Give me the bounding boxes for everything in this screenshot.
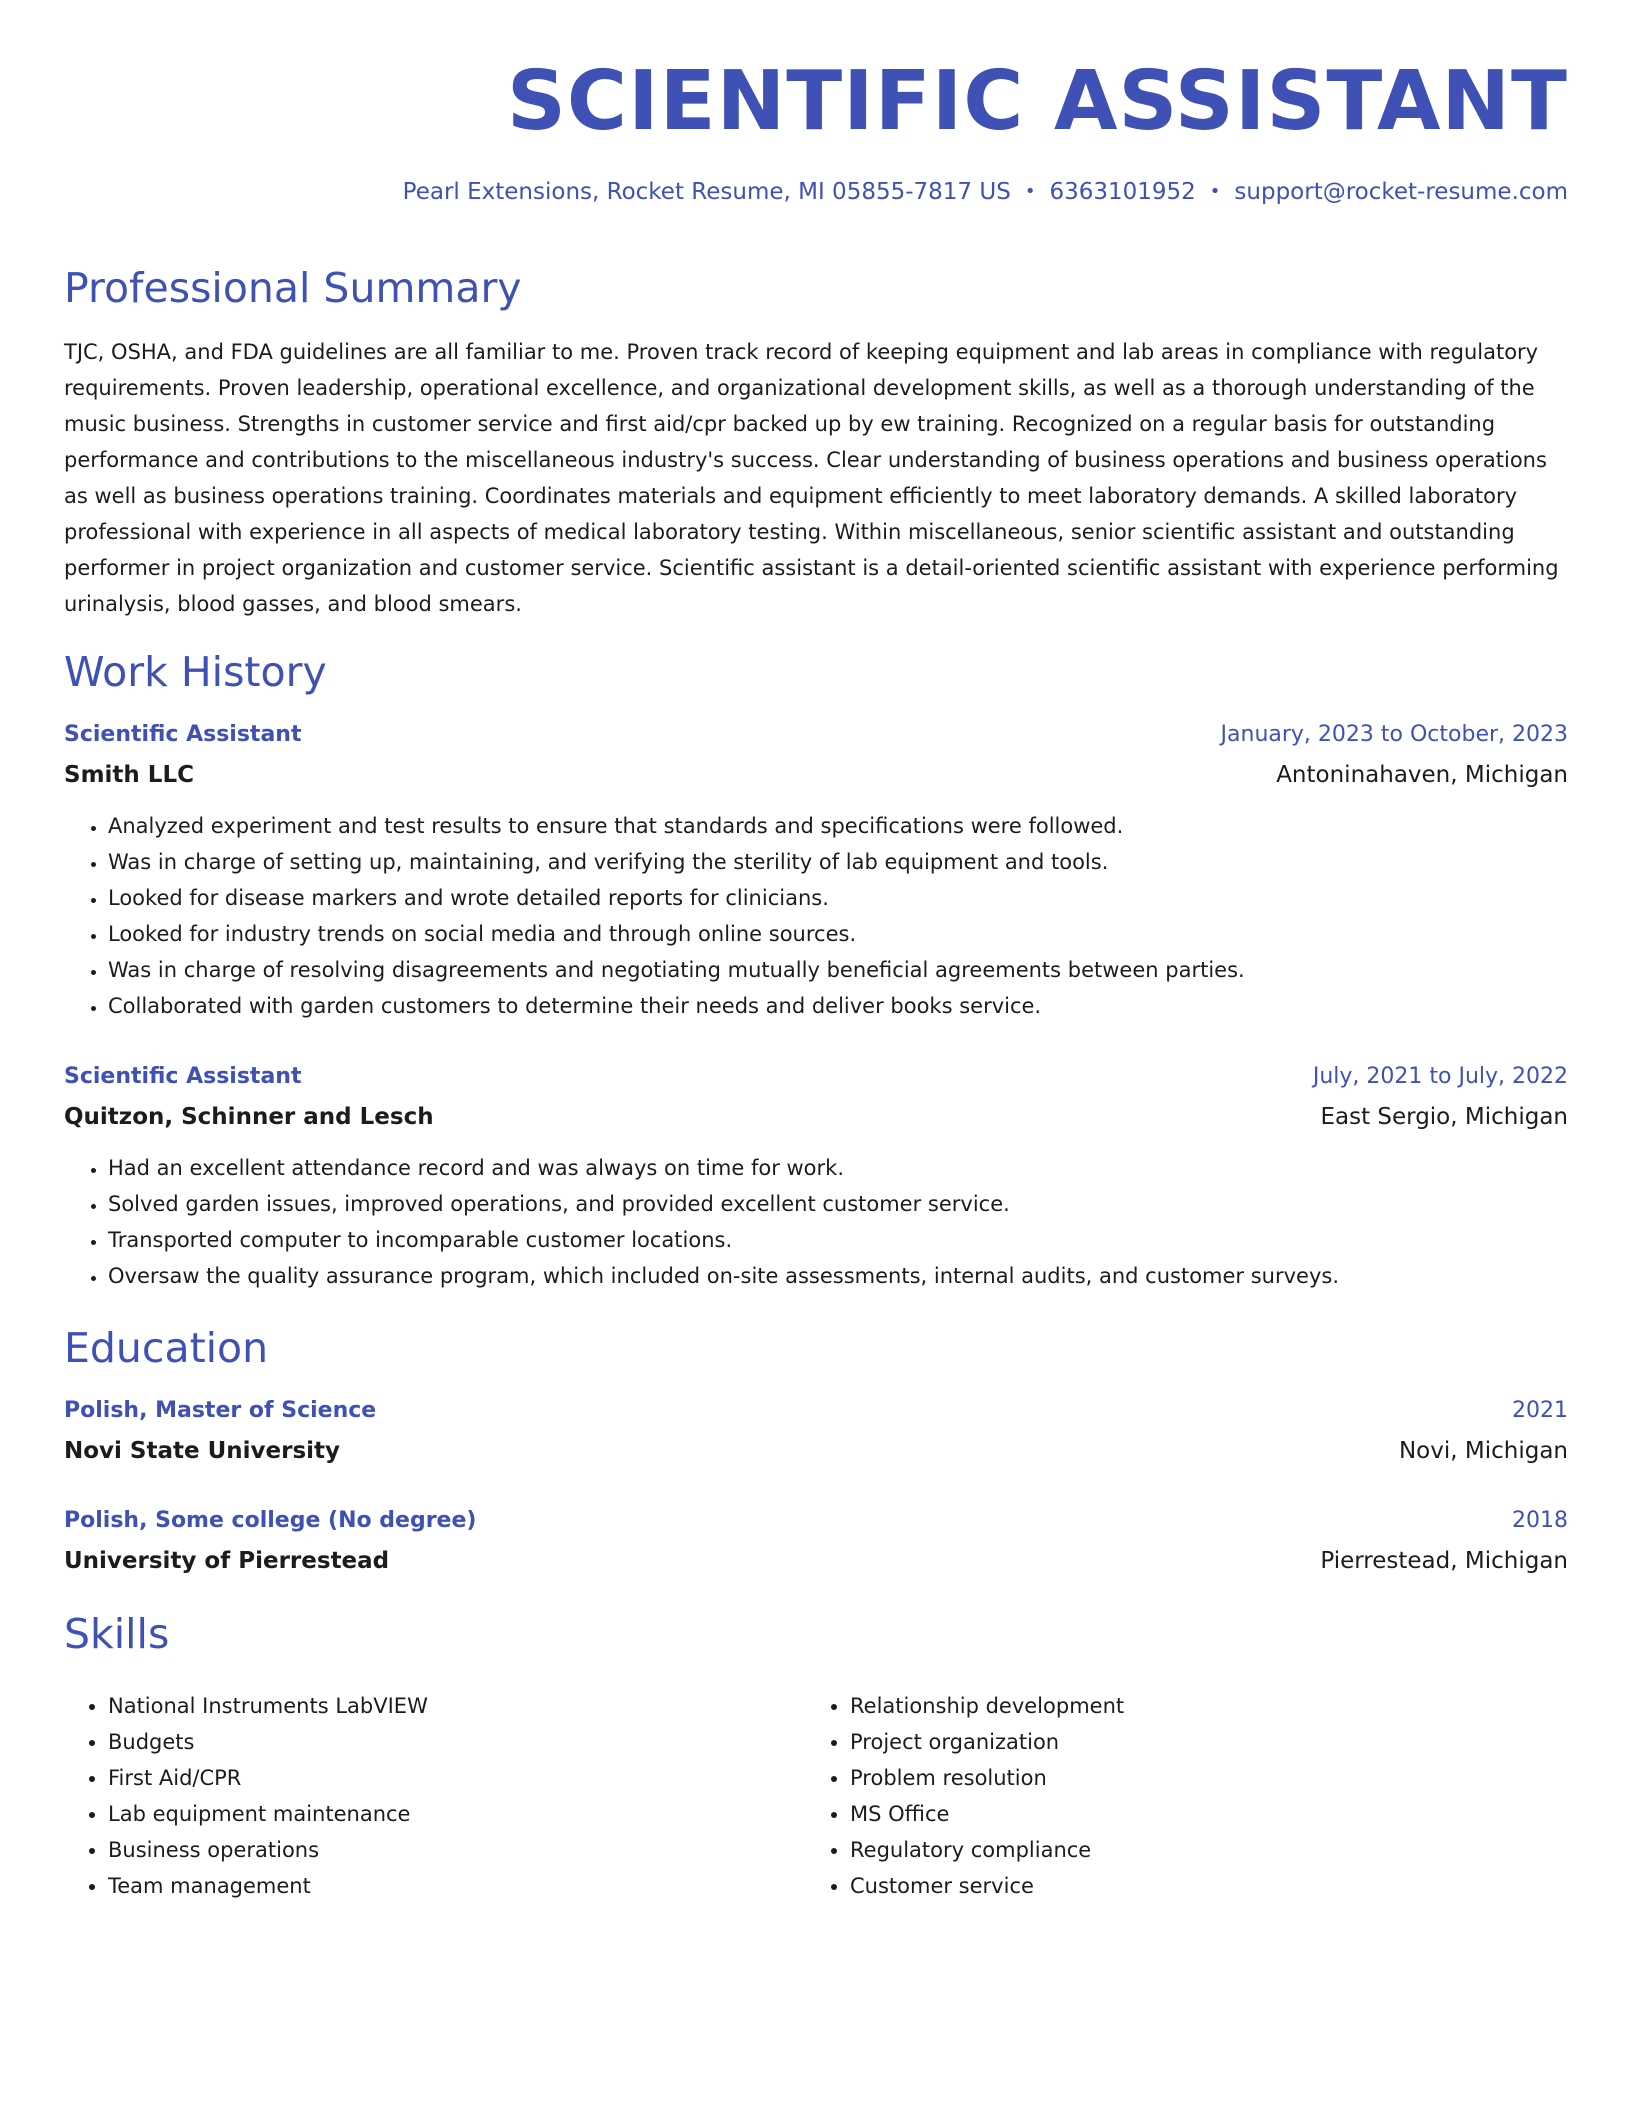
school-row — [64, 1546, 1568, 1576]
skills-list-left — [64, 1688, 806, 1904]
job-location: East Sergio, Michigan — [1320, 1104, 1568, 1130]
work-history-heading: Work History — [64, 648, 327, 696]
list-item: • Transported computer to incomparable customer locations. — [108, 1222, 1612, 1258]
skill-item: • Lab equipment maintenance — [108, 1796, 806, 1832]
skill-item: • Team management — [108, 1868, 806, 1904]
page-title: SCIENTIFIC ASSISTANT — [506, 54, 1568, 149]
job-company: Smith LLC — [64, 762, 194, 788]
job-title: Scientific Assistant — [64, 722, 302, 747]
list-item: • Collaborated with garden customers to determine their needs and deliver books service. — [108, 988, 1612, 1024]
list-item: • Was in charge of resolving disagreements and negotiating mutually beneficial agreements between parties. — [108, 952, 1612, 988]
skill-item: • Business operations — [108, 1832, 806, 1868]
skills-heading: Skills — [64, 1610, 170, 1658]
list-item: • Oversaw the quality assurance program, which included on-site assessments, internal audits, and customer surveys. — [108, 1258, 1612, 1294]
job-dates: January, 2023 to October, 2023 — [1220, 722, 1568, 747]
school-row — [64, 1436, 1568, 1466]
job-title-row — [64, 1062, 1568, 1092]
skill-item: • First Aid/CPR — [108, 1760, 806, 1796]
contact-address: Pearl Extensions, Rocket Resume, MI 05855-7817 US — [402, 179, 1011, 205]
degree-year: 2018 — [1512, 1508, 1568, 1533]
job-title-row — [64, 720, 1568, 750]
list-item: • Had an excellent attendance record and was always on time for work. — [108, 1150, 1612, 1186]
job-company-row — [64, 760, 1568, 790]
skills-columns — [64, 1688, 1568, 1904]
degree-title: Polish, Some college (No degree) — [64, 1508, 477, 1533]
contact-phone[interactable]: 6363101952 — [1049, 179, 1196, 205]
degree-row — [64, 1506, 1568, 1536]
degree-year: 2021 — [1512, 1398, 1568, 1423]
education-heading: Education — [64, 1324, 269, 1372]
summary-heading: Professional Summary — [64, 264, 522, 312]
job-duties-list — [64, 808, 1612, 1024]
job-location: Antoninahaven, Michigan — [1276, 762, 1568, 788]
resume-header — [64, 0, 1568, 152]
separator-dot: • — [1024, 181, 1036, 202]
job-dates: July, 2021 to July, 2022 — [1312, 1064, 1568, 1089]
list-item: • Looked for disease markers and wrote detailed reports for clinicians. — [108, 880, 1612, 916]
school-name: Novi State University — [64, 1438, 341, 1464]
degree-title: Polish, Master of Science — [64, 1398, 377, 1423]
list-item: • Analyzed experiment and test results to ensure that standards and specifications were followed. — [108, 808, 1612, 844]
job-duties-list — [64, 1150, 1612, 1294]
job-company-row — [64, 1102, 1568, 1132]
summary-text: TJC, OSHA, and FDA guidelines are all familiar to me. Proven track record of keeping equipment and lab areas in compliance with regulatory requirements. Proven leadership, operational excellence, and organizational development skills, as well as a thorough understanding of the music business. Strengths in customer service and first aid/cpr backed up by ew training. Recognized on a regular basis for outstanding performance and contributions to the miscellaneous industry's success. Clear understanding of business operations and business operations as well as business operations training. Coordinates materials and equipment efficiently to meet laboratory demands. A skilled laboratory professional with experience in all aspects of medical laboratory testing. Within miscellaneous, senior scientific assistant and outstanding performer in project organization and customer service. Scientific assistant is a detail-oriented scientific assistant with experience performing urinalysis, blood gasses, and blood smears. — [64, 340, 1559, 616]
degree-row — [64, 1396, 1568, 1426]
skill-item: • Regulatory compliance — [850, 1832, 1548, 1868]
list-item: • Solved garden issues, improved operations, and provided excellent customer service. — [108, 1186, 1612, 1222]
skills-list-right — [806, 1688, 1548, 1904]
school-location: Pierrestead, Michigan — [1320, 1548, 1568, 1574]
skill-item: • MS Office — [850, 1796, 1548, 1832]
skill-item: • Customer service — [850, 1868, 1548, 1904]
list-item: • Was in charge of setting up, maintaining, and verifying the sterility of lab equipment and tools. — [108, 844, 1612, 880]
school-name: University of Pierrestead — [64, 1548, 390, 1574]
separator-dot: • — [1209, 181, 1221, 202]
skill-item: • National Instruments LabVIEW — [108, 1688, 806, 1724]
job-company: Quitzon, Schinner and Lesch — [64, 1104, 434, 1130]
contact-email[interactable]: support@rocket-resume.com — [1234, 179, 1568, 205]
skill-item: • Relationship development — [850, 1688, 1548, 1724]
school-location: Novi, Michigan — [1398, 1438, 1568, 1464]
list-item: • Looked for industry trends on social media and through online sources. — [108, 916, 1612, 952]
contact-line — [403, 178, 1568, 206]
skill-item: • Budgets — [108, 1724, 806, 1760]
job-title: Scientific Assistant — [64, 1064, 302, 1089]
skill-item: • Problem resolution — [850, 1760, 1548, 1796]
skill-item: • Project organization — [850, 1724, 1548, 1760]
